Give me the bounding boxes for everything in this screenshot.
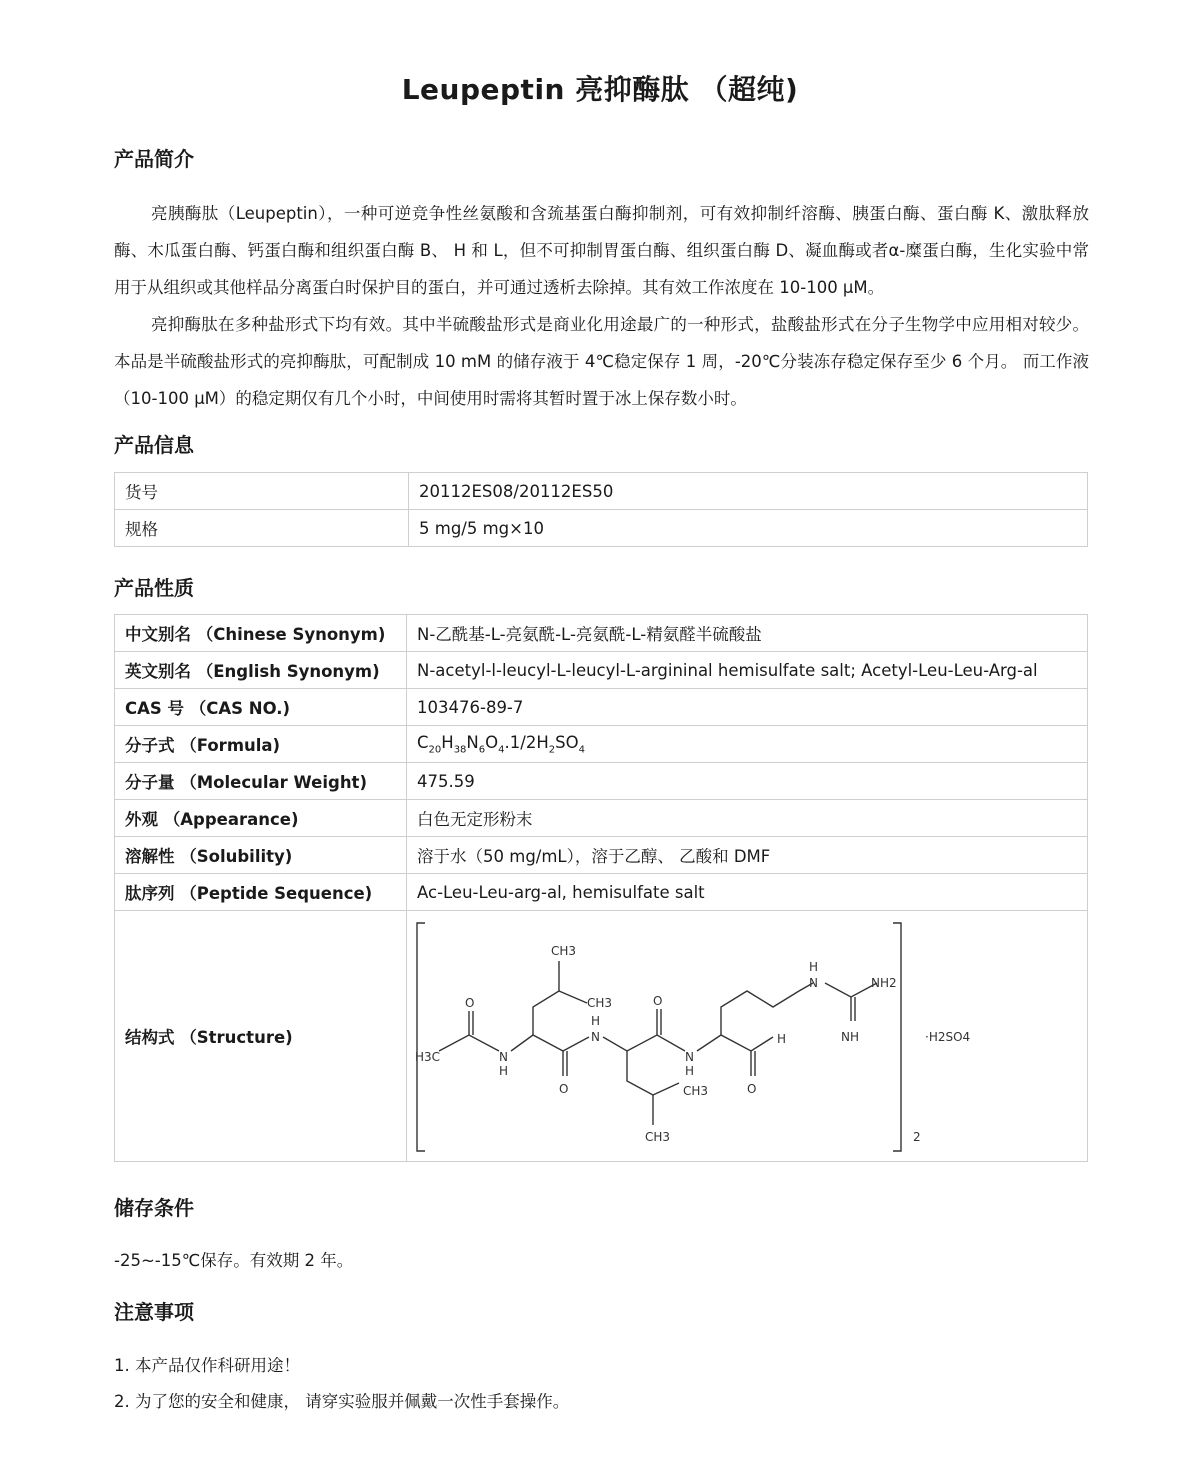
table-row	[115, 473, 1088, 510]
label-n: N	[591, 1030, 600, 1044]
left-bracket	[417, 923, 425, 1151]
note-item: 2. 为了您的安全和健康， 请穿实验服并佩戴一次性手套操作。	[114, 1392, 570, 1411]
info-value: 20112ES08/20112ES50	[409, 473, 1088, 510]
formula-sub: 4	[578, 744, 585, 756]
formula-o: O	[485, 732, 499, 752]
label-h: H	[809, 960, 819, 974]
right-bracket	[893, 923, 901, 1151]
table-row	[115, 652, 1088, 689]
prop-value: 475.59	[407, 763, 1088, 800]
table-row	[115, 874, 1088, 911]
bond	[825, 983, 877, 997]
label-ch3: CH3	[587, 996, 613, 1010]
prop-key: 中文别名 （Chinese Synonym)	[115, 615, 407, 652]
intro-paragraph-1: 亮胰酶肽（Leupeptin），一种可逆竞争性丝氨酸和含巯基蛋白酶抑制剂，可有效抑制纤溶酶、胰蛋白酶、蛋白酶 K、激肽释放酶、木瓜蛋白酶、钙蛋白酶和组织蛋白酶 B、 H 和 L，但不可抑制胃蛋白酶、组织蛋白酶 D、凝血酶或者α-糜蛋白酶，生化实验中常用于从组织或其他样品分离蛋白时保护目的蛋白，并可通过透析去除掉。其有效工作浓度在 10-100 μM。	[114, 204, 1089, 297]
table-row	[115, 837, 1088, 874]
formula-sub: 4	[498, 744, 505, 756]
formula-sub: 38	[453, 744, 467, 756]
bond	[533, 961, 559, 1035]
prop-key: 分子量 （Molecular Weight)	[115, 763, 407, 800]
intro-paragraph-2: 亮抑酶肽在多种盐形式下均有效。其中半硫酸盐形式是商业化用途最广的一种形式，盐酸盐形式在分子生物学中应用相对较少。本品是半硫酸盐形式的亮抑酶肽，可配制成 10 mM 的储存液于 4℃稳定保存 1 周，-20℃分装冻存稳定保存至少 6 个月。 而工作液（10-100 μM）的稳定期仅有几个小时，中间使用时需将其暂时置于冰上保存数小时。	[114, 315, 1089, 408]
formula-c: C	[417, 732, 429, 752]
formula-h: H	[441, 732, 454, 752]
table-row	[115, 615, 1088, 652]
prop-value: N-acetyl-l-leucyl-L-leucyl-L-argininal hemisulfate salt; Acetyl-Leu-Leu-Arg-al	[407, 652, 1088, 689]
info-heading: 产品信息	[114, 433, 194, 457]
label-n: N	[685, 1050, 694, 1064]
label-o: O	[559, 1082, 569, 1096]
table-row	[115, 763, 1088, 800]
table-row	[115, 689, 1088, 726]
bond	[439, 1035, 499, 1051]
bond	[697, 1035, 773, 1051]
notes-heading: 注意事项	[114, 1300, 194, 1324]
prop-value: 白色无定形粉末	[407, 800, 1088, 837]
label-h3c: H3C	[415, 1050, 441, 1064]
info-table	[114, 472, 1088, 547]
storage-text: -25~-15℃保存。有效期 2 年。	[114, 1251, 354, 1270]
prop-key: CAS 号 （CAS NO.)	[115, 689, 407, 726]
prop-key: 分子式 （Formula)	[115, 726, 407, 763]
bond	[559, 991, 587, 1003]
table-row	[115, 510, 1088, 547]
label-h: H	[591, 1014, 601, 1028]
table-row	[115, 726, 1088, 763]
prop-value: N-乙酰基-L-亮氨酰-L-亮氨酰-L-精氨醛半硫酸盐	[407, 615, 1088, 652]
label-o: O	[465, 996, 475, 1010]
label-nh: NH	[841, 1030, 859, 1044]
label-ch3: CH3	[683, 1084, 709, 1098]
bond	[563, 1037, 589, 1051]
table-row	[115, 911, 1088, 1162]
label-h: H	[499, 1064, 509, 1078]
label-ch3: CH3	[551, 944, 577, 958]
note-item: 1. 本产品仅作科研用途！	[114, 1356, 300, 1375]
prop-value: 溶于水（50 mg/mL），溶于乙醇、 乙酸和 DMF	[407, 837, 1088, 874]
prop-value: 103476-89-7	[407, 689, 1088, 726]
prop-key: 溶解性 （Solubility)	[115, 837, 407, 874]
label-ch3: CH3	[645, 1130, 671, 1144]
intro-heading: 产品简介	[114, 147, 194, 171]
label-n: N	[499, 1050, 508, 1064]
info-key: 货号	[115, 473, 409, 510]
formula-value	[407, 726, 1088, 763]
bond	[603, 1035, 685, 1051]
prop-key: 英文别名 （English Synonym)	[115, 652, 407, 689]
storage-heading: 储存条件	[114, 1196, 194, 1220]
bond	[721, 983, 813, 1035]
prop-key: 结构式 （Structure)	[115, 911, 407, 1162]
structure-diagram	[407, 911, 1087, 1161]
info-key: 规格	[115, 510, 409, 547]
props-table	[114, 614, 1088, 1162]
formula-sub: 2	[548, 744, 556, 756]
formula-sub: 20	[428, 744, 442, 756]
prop-key: 外观 （Appearance)	[115, 800, 407, 837]
formula-sub: 6	[478, 744, 486, 756]
bond	[511, 1035, 563, 1051]
formula-n: N	[466, 732, 479, 752]
page-title: Leupeptin 亮抑酶肽 （超纯)	[401, 73, 799, 106]
formula-so: SO	[555, 732, 579, 752]
table-row	[115, 800, 1088, 837]
structure-cell	[407, 911, 1088, 1162]
props-heading: 产品性质	[114, 576, 194, 600]
info-value: 5 mg/5 mg×10	[409, 510, 1088, 547]
label-n: N	[809, 976, 818, 990]
label-subscript-2: 2	[913, 1130, 921, 1144]
prop-value: Ac-Leu-Leu-arg-al, hemisulfate salt	[407, 874, 1088, 911]
bond	[627, 1051, 679, 1095]
label-o: O	[653, 994, 663, 1008]
label-h2so4: ·H2SO4	[925, 1030, 971, 1044]
label-h: H	[685, 1064, 695, 1078]
formula-salt: .1/2H	[504, 732, 549, 752]
prop-key: 肽序列 （Peptide Sequence)	[115, 874, 407, 911]
label-h: H	[777, 1032, 787, 1046]
label-o: O	[747, 1082, 757, 1096]
label-nh2: NH2	[871, 976, 897, 990]
